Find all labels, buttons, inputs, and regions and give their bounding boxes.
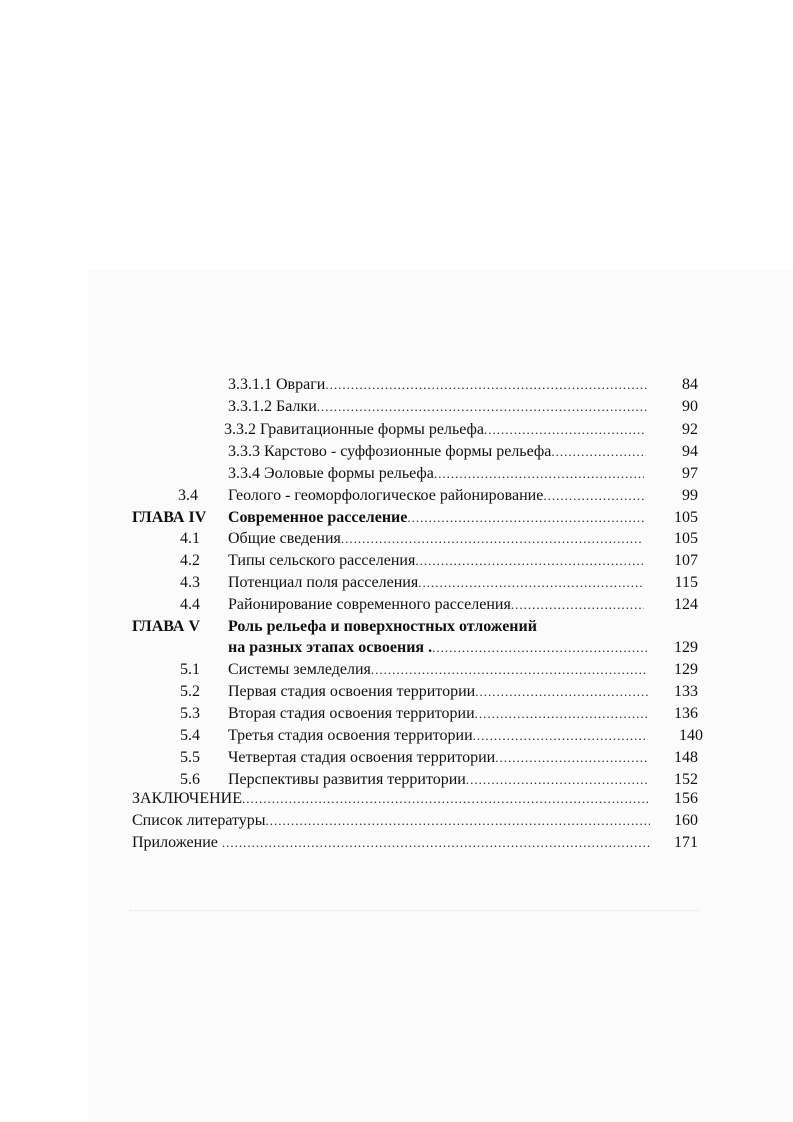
toc-page-number: 133: [674, 683, 698, 700]
toc-entry-title: 3.3.1.2 Балки: [228, 398, 317, 415]
toc-page-number: 152: [674, 771, 698, 788]
toc-entry-title: Вторая стадия освоения территории: [228, 705, 475, 722]
toc-section-number: 5.4: [180, 727, 200, 744]
toc-entry: [0, 681, 793, 703]
toc-entry-text: [228, 485, 644, 507]
toc-page-number: 129: [674, 661, 698, 678]
toc-entry-title: Типы сельского расселения: [228, 552, 416, 569]
toc-entry-text: [228, 681, 648, 703]
dot-leader: [484, 419, 646, 441]
toc-entry: [0, 396, 793, 418]
toc-entry-text: [228, 528, 642, 550]
toc-entry: [0, 419, 793, 441]
dot-leader: [543, 485, 644, 507]
toc-entry: [0, 832, 793, 854]
toc-page-number: 92: [682, 421, 698, 438]
toc-page-number: 84: [682, 376, 698, 393]
toc-entry-title: Геолого - геоморфологическое районирование: [228, 487, 544, 504]
toc-entry-text: [132, 832, 650, 854]
toc-section-number: 4.4: [180, 596, 200, 613]
toc-entry: [0, 550, 793, 572]
toc-entry-text: [228, 374, 648, 396]
dot-leader: [371, 659, 648, 681]
toc-entry: [0, 441, 793, 463]
dot-leader: [317, 396, 648, 418]
toc-entry-text: [132, 788, 650, 810]
dot-leader: [434, 463, 644, 485]
toc-section-number: 5.6: [180, 771, 200, 788]
dot-leader: [325, 374, 648, 396]
toc-section-number: 4.1: [180, 530, 200, 547]
toc-entry-title: Потенциал поля расселения: [228, 574, 419, 591]
toc-entry-text: [228, 396, 648, 418]
toc-chapter-entry: [0, 507, 793, 529]
toc-section-number: 3.4: [178, 487, 198, 504]
dot-leader: [242, 788, 650, 810]
dot-leader: [341, 528, 642, 550]
toc-entry: [0, 703, 793, 725]
toc-chapter-title: Современное расселение: [228, 509, 408, 526]
toc-entry-text: [132, 810, 650, 832]
toc-page-number: 115: [674, 574, 698, 591]
dot-leader: [418, 572, 644, 594]
toc-entry-text: [224, 419, 646, 441]
toc-chapter-label: ГЛАВА V: [132, 618, 201, 635]
toc-section-number: 5.1: [180, 661, 200, 678]
toc-page-number: 90: [682, 398, 698, 415]
toc-entry: [0, 485, 793, 507]
toc-entry-title: Перспективы развития территории: [228, 771, 466, 788]
toc-entry-text: [228, 507, 644, 529]
dot-leader: [222, 832, 650, 854]
toc-entry-title: Четвертая стадия освоения территории: [228, 749, 496, 766]
toc-entry-title: 3.3.2 Гравитационные формы рельефа: [224, 421, 484, 438]
toc-entry: [0, 463, 793, 485]
toc-page-number: 105: [674, 509, 698, 526]
dot-leader: [475, 703, 648, 725]
toc-section-number: 5.3: [180, 705, 200, 722]
toc-chapter-title-continued: на разных этапах освоения .: [228, 639, 433, 656]
dot-leader: [473, 725, 648, 747]
toc-section-number: 5.2: [180, 683, 200, 700]
toc-entry-text: [228, 572, 644, 594]
toc-entry: [0, 788, 793, 810]
toc-page-number: 107: [674, 552, 698, 569]
toc-entry: [0, 637, 793, 659]
dot-leader: [551, 441, 646, 463]
toc-page-number: 105: [674, 530, 698, 547]
toc-section-number: 4.2: [180, 552, 200, 569]
toc-entry-text: [228, 594, 644, 616]
toc-chapter-entry: [0, 616, 793, 638]
toc-entry-title: Список литературы: [132, 812, 266, 829]
toc-entry-text: [228, 550, 644, 572]
toc-entry: [0, 374, 793, 396]
toc-entry-text: [228, 747, 648, 769]
toc-page-number: 148: [674, 749, 698, 766]
toc-entry-title: 3.3.4 Эоловые формы рельефа: [228, 465, 434, 482]
toc-section-number: 4.3: [180, 574, 200, 591]
toc-entry: [0, 725, 793, 747]
toc-entry-text: [228, 659, 648, 681]
toc-chapter-label: ГЛАВА IV: [132, 509, 207, 526]
toc-entry-title: Общие сведения: [228, 530, 341, 547]
dot-leader: [475, 681, 648, 703]
toc-entry: [0, 810, 793, 832]
toc-entry-text: [228, 441, 646, 463]
toc-entry-title: 3.3.3 Карстово - суффозионные формы рельефа: [228, 443, 552, 460]
toc-entry-title: ЗАКЛЮЧЕНИЕ: [132, 790, 242, 807]
dot-leader: [266, 810, 650, 832]
toc-entry-title: Системы земледелия: [228, 661, 371, 678]
toc-page-number: 94: [682, 443, 698, 460]
dot-leader: [511, 594, 644, 616]
dot-leader: [407, 507, 644, 529]
toc-entry-title: Районирование современного расселения: [228, 596, 511, 613]
toc-page-number: 97: [682, 465, 698, 482]
toc-page-number: 156: [674, 790, 698, 807]
toc-entry-title: 3.3.1.1 Овраги: [228, 376, 326, 393]
toc-entry: [0, 659, 793, 681]
toc-entry: [0, 528, 793, 550]
toc-page-number: 160: [674, 812, 698, 829]
toc-entry-title: Приложение: [132, 834, 222, 851]
toc-entry: [0, 572, 793, 594]
toc-page-number: 129: [674, 639, 698, 656]
dot-leader: [432, 637, 648, 659]
toc-page-number: 140: [679, 727, 703, 744]
toc-entry: [0, 747, 793, 769]
toc-chapter-title: Роль рельефа и поверхностных отложений: [228, 618, 537, 635]
dot-leader: [495, 747, 648, 769]
toc-entry-text: [228, 703, 648, 725]
toc-entry: [0, 594, 793, 616]
toc-page-number: 99: [682, 487, 698, 504]
toc-page-number: 124: [674, 596, 698, 613]
dot-leader: [415, 550, 644, 572]
toc-entry-text: [228, 725, 648, 747]
toc-page-number: 171: [674, 834, 698, 851]
toc-section-number: 5.5: [180, 749, 200, 766]
toc-entry-text: [228, 463, 644, 485]
scan-artifact: [130, 910, 700, 913]
toc-entry-text: [228, 637, 648, 659]
toc-entry-title: Третья стадия освоения территории: [228, 727, 473, 744]
toc-page-number: 136: [674, 705, 698, 722]
toc-entry-title: Первая стадия освоения территории: [228, 683, 476, 700]
